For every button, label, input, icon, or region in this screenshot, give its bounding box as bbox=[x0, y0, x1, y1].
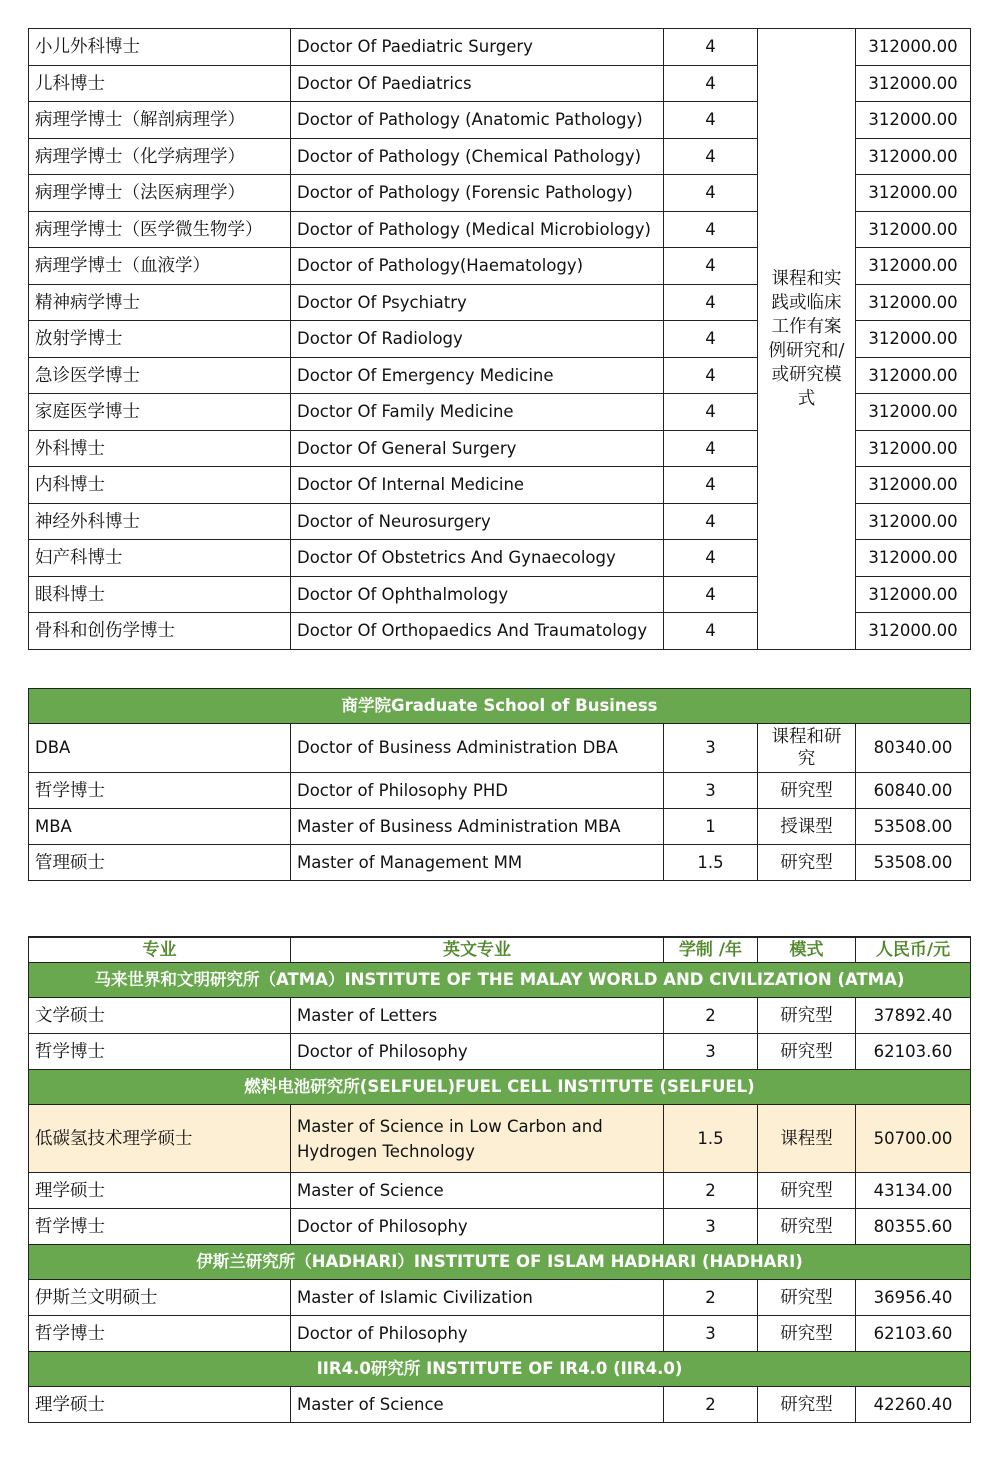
section-row bbox=[29, 963, 971, 998]
table-row bbox=[29, 29, 971, 66]
program-mode: 研究型 bbox=[758, 1316, 856, 1352]
table-row bbox=[29, 1173, 971, 1209]
table-row bbox=[29, 1105, 971, 1173]
table-row bbox=[29, 1316, 971, 1352]
program-fee: 312000.00 bbox=[856, 577, 971, 613]
program-mode: 课程和研究 bbox=[758, 724, 856, 773]
program-name-zh: 理学硕士 bbox=[29, 1387, 291, 1423]
program-name-en: Doctor of Pathology (Anatomic Pathology) bbox=[291, 102, 664, 139]
program-years: 4 bbox=[664, 175, 758, 212]
header-mode: 模式 bbox=[758, 937, 856, 963]
program-name-en: Doctor Of Emergency Medicine bbox=[291, 358, 664, 394]
program-name-en: Doctor Of Radiology bbox=[291, 321, 664, 358]
program-name-zh: 放射学博士 bbox=[29, 321, 291, 358]
program-name-en: Doctor of Philosophy bbox=[291, 1316, 664, 1352]
program-name-zh: 哲学博士 bbox=[29, 1316, 291, 1352]
program-name-zh: 骨科和创伤学博士 bbox=[29, 613, 291, 650]
program-fee: 50700.00 bbox=[856, 1105, 971, 1173]
program-name-en: Doctor of Business Administration DBA bbox=[291, 724, 664, 773]
table-row bbox=[29, 1034, 971, 1070]
program-name-zh: 病理学博士（医学微生物学） bbox=[29, 212, 291, 248]
program-name-en: Doctor of Philosophy PHD bbox=[291, 773, 664, 809]
program-name-en: Master of Science bbox=[291, 1173, 664, 1209]
program-years: 4 bbox=[664, 29, 758, 66]
program-fee: 312000.00 bbox=[856, 212, 971, 248]
program-years: 4 bbox=[664, 102, 758, 139]
medical-programs-table bbox=[28, 28, 971, 650]
program-name-en: Doctor of Pathology(Haematology) bbox=[291, 248, 664, 285]
program-name-zh: 伊斯兰文明硕士 bbox=[29, 1280, 291, 1316]
program-name-zh: 哲学博士 bbox=[29, 1209, 291, 1245]
program-fee: 312000.00 bbox=[856, 175, 971, 212]
program-fee: 37892.40 bbox=[856, 998, 971, 1034]
program-fee: 312000.00 bbox=[856, 613, 971, 650]
program-name-en: Doctor Of General Surgery bbox=[291, 431, 664, 467]
program-mode: 研究型 bbox=[758, 845, 856, 881]
program-mode-merged: 课程和实践或临床工作有案例研究和/或研究模式 bbox=[758, 29, 856, 650]
program-fee: 312000.00 bbox=[856, 321, 971, 358]
program-years: 2 bbox=[664, 998, 758, 1034]
program-name-zh: 家庭医学博士 bbox=[29, 394, 291, 431]
section-row bbox=[29, 1352, 971, 1387]
program-fee: 42260.40 bbox=[856, 1387, 971, 1423]
table-row bbox=[29, 998, 971, 1034]
program-fee: 312000.00 bbox=[856, 504, 971, 540]
program-name-en: Doctor Of Ophthalmology bbox=[291, 577, 664, 613]
program-name-en: Doctor Of Family Medicine bbox=[291, 394, 664, 431]
program-name-zh: 精神病学博士 bbox=[29, 285, 291, 321]
program-fee: 312000.00 bbox=[856, 467, 971, 504]
program-years: 4 bbox=[664, 577, 758, 613]
program-years: 3 bbox=[664, 1316, 758, 1352]
section-title: 伊斯兰研究所（HADHARI）INSTITUTE OF ISLAM HADHARI (HADHARI) bbox=[29, 1245, 971, 1280]
program-name-zh: 内科博士 bbox=[29, 467, 291, 504]
program-name-en: Doctor of Pathology (Medical Microbiology) bbox=[291, 212, 664, 248]
program-years: 1 bbox=[664, 809, 758, 845]
program-years: 4 bbox=[664, 613, 758, 650]
program-name-zh: 病理学博士（解剖病理学） bbox=[29, 102, 291, 139]
program-fee: 312000.00 bbox=[856, 139, 971, 175]
program-mode: 课程型 bbox=[758, 1105, 856, 1173]
program-years: 3 bbox=[664, 724, 758, 773]
program-name-zh: 文学硕士 bbox=[29, 998, 291, 1034]
program-fee: 312000.00 bbox=[856, 540, 971, 577]
program-mode: 研究型 bbox=[758, 773, 856, 809]
table-row bbox=[29, 845, 971, 881]
program-years: 4 bbox=[664, 321, 758, 358]
program-years: 4 bbox=[664, 467, 758, 504]
program-name-zh: 儿科博士 bbox=[29, 66, 291, 102]
program-fee: 53508.00 bbox=[856, 845, 971, 881]
section-title: 商学院Graduate School of Business bbox=[29, 689, 971, 724]
section-title: 燃料电池研究所(SELFUEL)FUEL CELL INSTITUTE (SELFUEL) bbox=[29, 1070, 971, 1105]
table-row bbox=[29, 724, 971, 773]
program-name-zh: 神经外科博士 bbox=[29, 504, 291, 540]
program-years: 4 bbox=[664, 504, 758, 540]
program-name-zh: 哲学博士 bbox=[29, 1034, 291, 1070]
program-fee: 60840.00 bbox=[856, 773, 971, 809]
program-years: 4 bbox=[664, 540, 758, 577]
section-row bbox=[29, 1245, 971, 1280]
program-fee: 312000.00 bbox=[856, 29, 971, 66]
program-fee: 312000.00 bbox=[856, 394, 971, 431]
program-years: 1.5 bbox=[664, 845, 758, 881]
business-school-table bbox=[28, 688, 971, 881]
table-row bbox=[29, 773, 971, 809]
program-years: 4 bbox=[664, 394, 758, 431]
program-fee: 312000.00 bbox=[856, 358, 971, 394]
program-name-en: Doctor Of Paediatrics bbox=[291, 66, 664, 102]
program-years: 3 bbox=[664, 1034, 758, 1070]
program-years: 4 bbox=[664, 139, 758, 175]
program-name-zh: 急诊医学博士 bbox=[29, 358, 291, 394]
program-name-en: Doctor Of Paediatric Surgery bbox=[291, 29, 664, 66]
table-header-row bbox=[29, 937, 971, 963]
program-fee: 312000.00 bbox=[856, 248, 971, 285]
program-name-zh: 理学硕士 bbox=[29, 1173, 291, 1209]
table-row bbox=[29, 1280, 971, 1316]
program-years: 2 bbox=[664, 1280, 758, 1316]
program-name-zh: MBA bbox=[29, 809, 291, 845]
program-name-en: Doctor of Pathology (Chemical Pathology) bbox=[291, 139, 664, 175]
program-name-en: Doctor Of Psychiatry bbox=[291, 285, 664, 321]
program-name-en: Doctor of Neurosurgery bbox=[291, 504, 664, 540]
program-name-zh: 低碳氢技术理学硕士 bbox=[29, 1105, 291, 1173]
program-fee: 80340.00 bbox=[856, 724, 971, 773]
program-name-en: Master of Islamic Civilization bbox=[291, 1280, 664, 1316]
program-name-zh: 病理学博士（血液学） bbox=[29, 248, 291, 285]
program-fee: 62103.60 bbox=[856, 1316, 971, 1352]
institutes-table bbox=[28, 936, 971, 1423]
program-years: 3 bbox=[664, 773, 758, 809]
program-name-zh: 病理学博士（化学病理学） bbox=[29, 139, 291, 175]
program-fee: 312000.00 bbox=[856, 66, 971, 102]
program-name-en: Doctor Of Orthopaedics And Traumatology bbox=[291, 613, 664, 650]
program-fee: 53508.00 bbox=[856, 809, 971, 845]
program-mode: 研究型 bbox=[758, 1173, 856, 1209]
table-row bbox=[29, 1209, 971, 1245]
program-name-zh: 眼科博士 bbox=[29, 577, 291, 613]
program-fee: 312000.00 bbox=[856, 285, 971, 321]
program-name-zh: 哲学博士 bbox=[29, 773, 291, 809]
program-name-en: Master of Science bbox=[291, 1387, 664, 1423]
section-row bbox=[29, 1070, 971, 1105]
program-years: 4 bbox=[664, 285, 758, 321]
program-name-en: Master of Management MM bbox=[291, 845, 664, 881]
program-mode: 研究型 bbox=[758, 1034, 856, 1070]
section-title: IIR4.0研究所 INSTITUTE OF IR4.0 (IIR4.0) bbox=[29, 1352, 971, 1387]
program-name-en: Master of Science in Low Carbon and Hydrogen Technology bbox=[291, 1105, 664, 1173]
header-zh: 专业 bbox=[29, 937, 291, 963]
program-mode: 授课型 bbox=[758, 809, 856, 845]
program-fee: 312000.00 bbox=[856, 102, 971, 139]
program-name-en: Doctor Of Obstetrics And Gynaecology bbox=[291, 540, 664, 577]
program-name-zh: 病理学博士（法医病理学） bbox=[29, 175, 291, 212]
program-years: 1.5 bbox=[664, 1105, 758, 1173]
table-row bbox=[29, 809, 971, 845]
program-years: 2 bbox=[664, 1173, 758, 1209]
program-years: 4 bbox=[664, 66, 758, 102]
table-row bbox=[29, 1387, 971, 1423]
program-fee: 62103.60 bbox=[856, 1034, 971, 1070]
program-years: 4 bbox=[664, 212, 758, 248]
program-name-en: Doctor of Philosophy bbox=[291, 1209, 664, 1245]
program-fee: 312000.00 bbox=[856, 431, 971, 467]
program-mode: 研究型 bbox=[758, 1387, 856, 1423]
program-name-zh: 管理硕士 bbox=[29, 845, 291, 881]
program-years: 3 bbox=[664, 1209, 758, 1245]
section-title: 马来世界和文明研究所（ATMA）INSTITUTE OF THE MALAY WORLD AND CIVILIZATION (ATMA) bbox=[29, 963, 971, 998]
program-mode: 研究型 bbox=[758, 1209, 856, 1245]
program-fee: 36956.40 bbox=[856, 1280, 971, 1316]
program-years: 2 bbox=[664, 1387, 758, 1423]
program-fee: 80355.60 bbox=[856, 1209, 971, 1245]
program-years: 4 bbox=[664, 248, 758, 285]
program-fee: 43134.00 bbox=[856, 1173, 971, 1209]
program-name-en: Doctor of Pathology (Forensic Pathology) bbox=[291, 175, 664, 212]
program-name-zh: 妇产科博士 bbox=[29, 540, 291, 577]
program-mode: 研究型 bbox=[758, 1280, 856, 1316]
program-name-en: Master of Business Administration MBA bbox=[291, 809, 664, 845]
header-fee: 人民币/元 bbox=[856, 937, 971, 963]
program-name-en: Doctor Of Internal Medicine bbox=[291, 467, 664, 504]
program-years: 4 bbox=[664, 431, 758, 467]
program-name-en: Master of Letters bbox=[291, 998, 664, 1034]
header-years: 学制 /年 bbox=[664, 937, 758, 963]
program-name-zh: 小儿外科博士 bbox=[29, 29, 291, 66]
program-name-zh: DBA bbox=[29, 724, 291, 773]
program-mode: 研究型 bbox=[758, 998, 856, 1034]
program-years: 4 bbox=[664, 358, 758, 394]
program-name-zh: 外科博士 bbox=[29, 431, 291, 467]
header-en: 英文专业 bbox=[291, 937, 664, 963]
program-name-en: Doctor of Philosophy bbox=[291, 1034, 664, 1070]
